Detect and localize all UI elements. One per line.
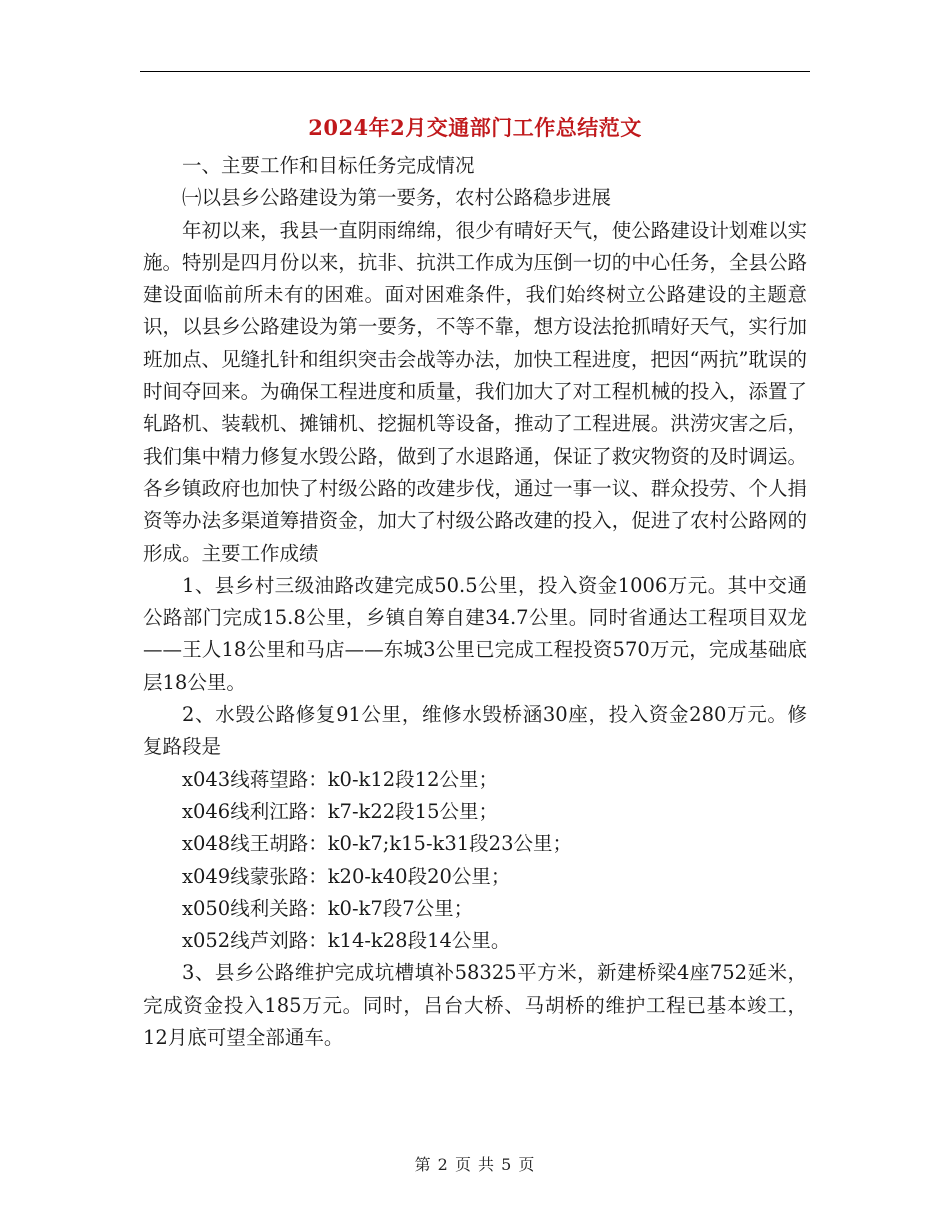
- section-heading: 一、主要工作和目标任务完成情况: [182, 154, 475, 177]
- document-body: [143, 108, 807, 1054]
- subsection-heading: ㈠以县乡公路建设为第一要务，农村公路稳步进展: [182, 186, 612, 210]
- route-line: x050线利关路：k0-k7段7公里；: [182, 896, 474, 920]
- page-number: 第 2 页 共 5 页: [414, 1155, 536, 1174]
- route-line: x048线王胡路：k0-k7;k15-k31段23公里；: [182, 832, 572, 856]
- paragraph-item-3: 3、县乡公路维护完成坑槽填补58325平方米，新建桥梁4座752延米，完成资金投入185万元。同时，吕台大桥、马胡桥的维护工程已基本竣工，12月底可望全部通车。: [143, 961, 807, 1050]
- route-line: x043线蒋望路：k0-k12段12公里；: [182, 767, 498, 791]
- route-line: x052线芦刘路：k14-k28段14公里。: [182, 929, 511, 953]
- paragraph-item-2: 2、水毁公路修复91公里，维修水毁桥涵30座，投入资金280万元。修复路段是: [143, 703, 807, 759]
- header-rule: [140, 71, 810, 72]
- document-title: 2024年2月交通部门工作总结范文: [308, 115, 642, 140]
- route-line: x049线蒙张路：k20-k40段20公里；: [182, 864, 511, 888]
- route-line: x046线利江路：k7-k22段15公里；: [182, 799, 498, 823]
- paragraph-item-1: 1、县乡村三级油路改建完成50.5公里，投入资金1006万元。其中交通公路部门完成15.8公里，乡镇自筹自建34.7公里。同时省通达工程项目双龙——王人18公里和马店——东城3公里已完成工程投资570万元，完成基础底层18公里。: [143, 573, 807, 694]
- paragraph-overview: 年初以来，我县一直阴雨绵绵，很少有晴好天气，使公路建设计划难以实施。特别是四月份以来，抗非、抗洪工作成为压倒一切的中心任务，全县公路建设面临前所未有的困难。面对困难条件，我们始终树立公路建设的主题意识，以县乡公路建设为第一要务，不等不靠，想方设法抢抓晴好天气，实行加班加点、见缝扎针和组织突击会战等办法，加快工程进度，把因“两抗”耽误的时间夺回来。为确保工程进度和质量，我们加大了对工程机械的投入，添置了轧路机、装载机、摊铺机、挖掘机等设备，推动了工程进展。洪涝灾害之后，我们集中精力修复水毁公路，做到了水退路通，保证了救灾物资的及时调运。各乡镇政府也加快了村级公路的改建步伐，通过一事一议、群众投劳、个人捐资等办法多渠道筹措资金，加大了村级公路改建的投入，促进了农村公路网的形成。主要工作成绩: [143, 218, 807, 565]
